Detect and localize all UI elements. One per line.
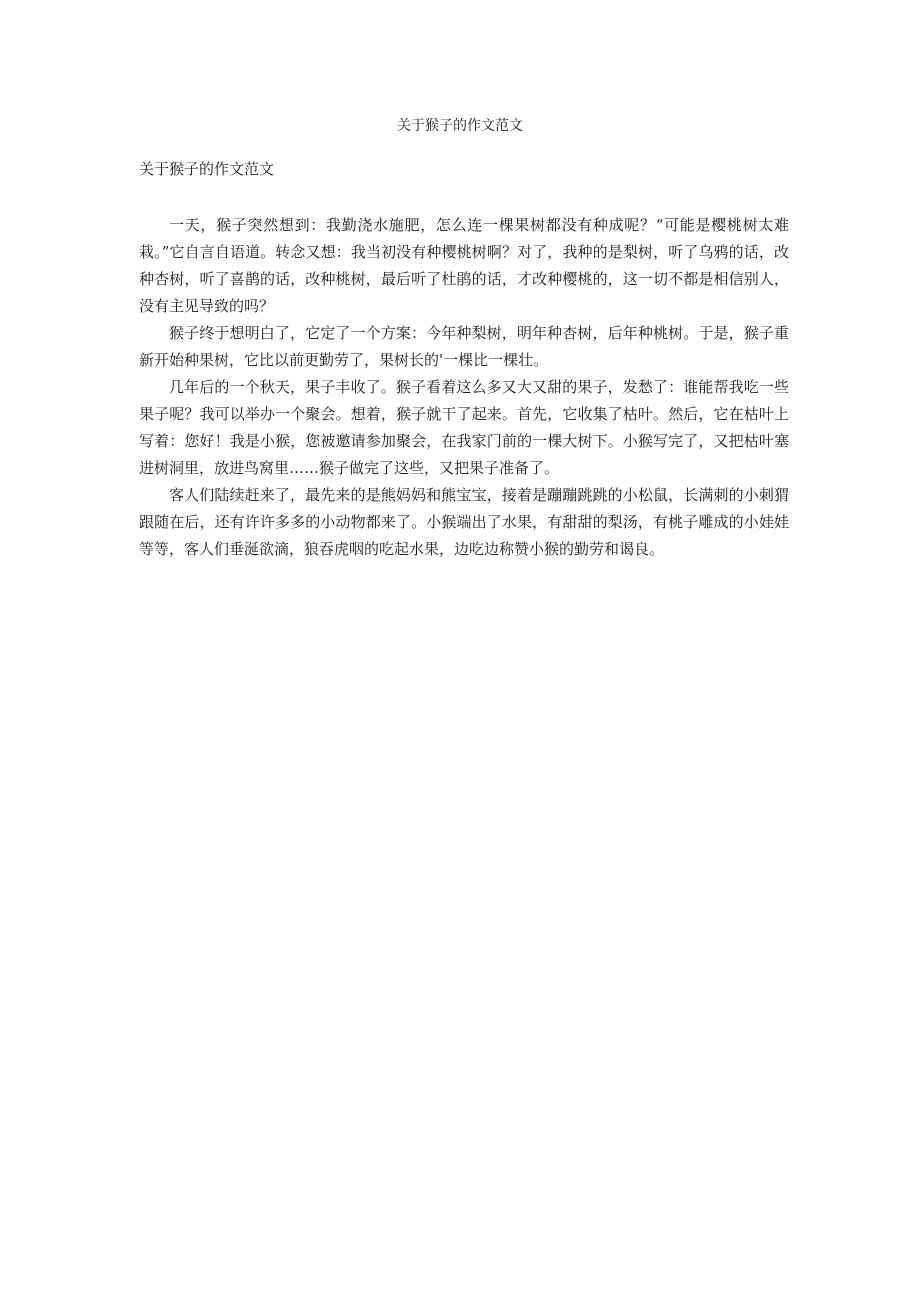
page-header-title: 关于猴子的作文范文	[397, 118, 523, 134]
paragraph: 几年后的一个秋天，果子丰收了。猴子看着这么多又大又甜的果子，发愁了：谁能帮我吃一些果子呢？我可以举办一个聚会。想着，猴子就干了起来。首先，它收集了枯叶。然后，它在枯叶上写着：您好！我是小猴，您被邀请参加聚会，在我家门前的一棵大树下。小猴写完了，又把枯叶塞进树洞里，放进鸟窝里……猴子做完了这些，又把果子准备了。	[139, 378, 789, 477]
document-title: 关于猴子的作文范文	[139, 160, 275, 178]
document-body	[139, 212, 789, 563]
paragraph: 猴子终于想明白了，它定了一个方案：今年种梨树，明年种杏树，后年种桃树。于是，猴子重新开始种果树，它比以前更勤劳了，果树长的'一棵比一棵壮。	[139, 324, 789, 369]
paragraph: 客人们陆续赶来了，最先来的是熊妈妈和熊宝宝，接着是蹦蹦跳跳的小松鼠，长满刺的小刺猬跟随在后，还有许许多多的小动物都来了。小猴端出了水果，有甜甜的梨汤，有桃子雕成的小娃娃等等，客人们垂涎欲滴，狼吞虎咽的吃起水果，边吃边称赞小猴的勤劳和谒良。	[139, 486, 789, 558]
paragraph: 一天，猴子突然想到：我勤浇水施肥，怎么连一棵果树都没有种成呢？“可能是樱桃树太难栽。”它自言自语道。转念又想：我当初没有种樱桃树啊？对了，我种的是梨树，听了乌鸦的话，改种杏树，听了喜鹊的话，改种桃树，最后听了杜鹃的话，才改种樱桃的，这一切不都是相信别人，没有主见导致的吗？	[139, 216, 789, 315]
